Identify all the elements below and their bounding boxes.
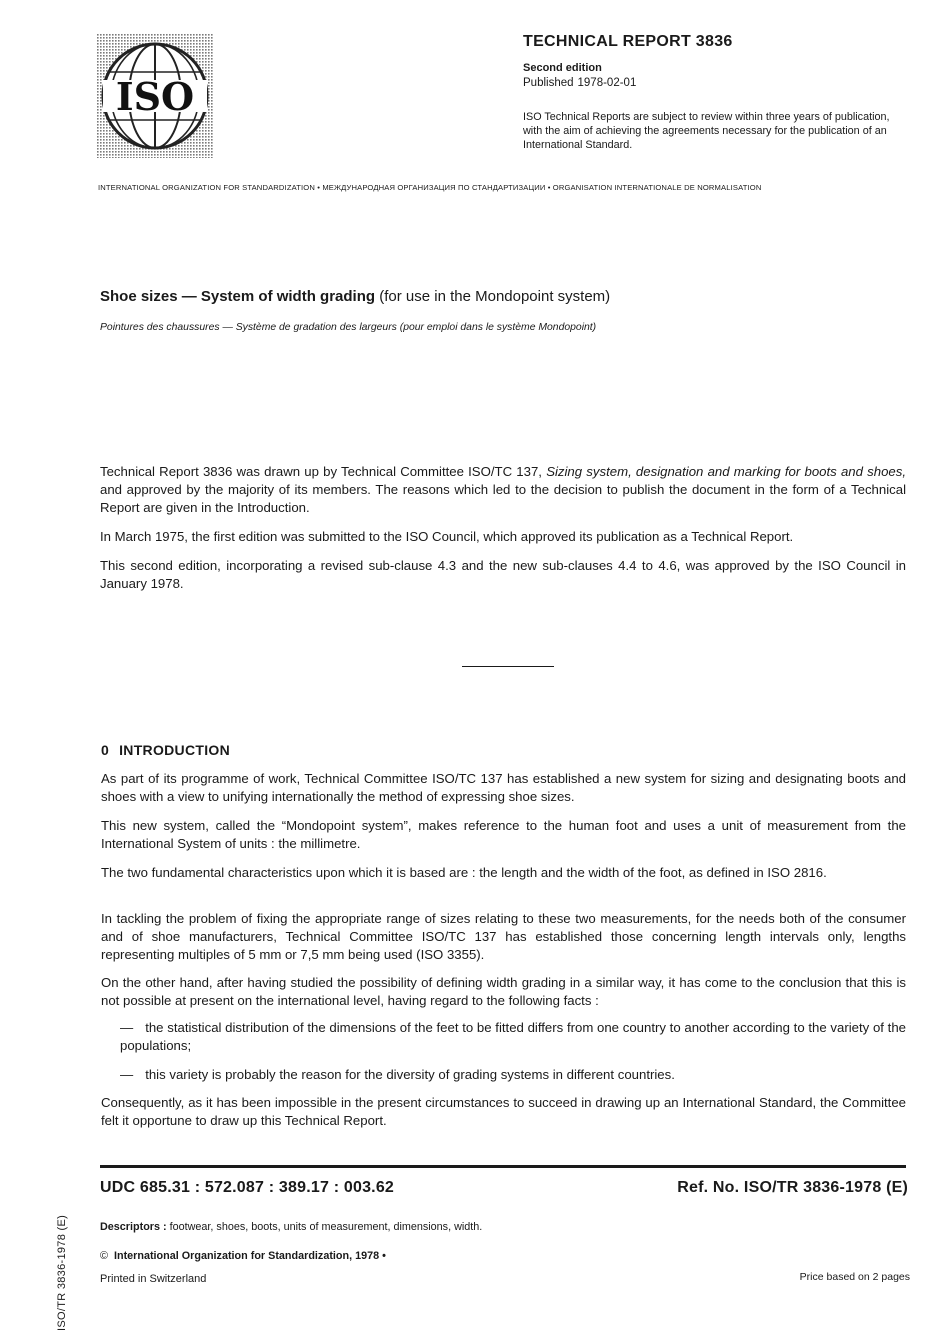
bullet-dash: — [120,1067,134,1082]
globe-logo-icon [97,34,213,158]
list-item-text: the statistical distribution of the dimensions of the feet to be fitted differs from one country to another according to the variety of the populations; [120,1020,906,1053]
introduction-paragraph-4: In tackling the problem of fixing the appropriate range of sizes relating to these two measurements, for the needs both of the consumer and of shoe manufacturers, Technical Committee ISO/TC 137 has established those concerning length intervals only, lengths representing multiples of 5 mm or 7,5 mm being used (ISO 3355). [101,911,906,962]
section-divider [462,666,554,667]
document-title-qualifier: (for use in the Mondopoint system) [379,288,611,305]
document-title [100,288,610,305]
list-item [120,1066,906,1084]
foreword-paragraph-1 [100,463,906,517]
price-note: Price based on 2 pages [799,1271,910,1283]
list-item-text: this variety is probably the reason for the diversity of grading systems in different countries. [145,1067,675,1082]
edition-label: Second edition [523,62,602,74]
footer-rule [100,1165,906,1168]
descriptors-text: footwear, shoes, boots, units of measurement, dimensions, width. [169,1221,483,1233]
report-title: TECHNICAL REPORT 3836 [523,33,733,50]
descriptors-label: Descriptors : [100,1221,167,1233]
side-reference-label: ISO/TR 3836-1978 (E) [56,1214,68,1331]
printed-location: Printed in Switzerland [100,1273,207,1285]
document-title-main: Shoe sizes — System of width grading [100,288,376,305]
published-date: 1978-02-01 [577,77,637,89]
foreword-p1-end: and approved by the majority of its members. The reasons which led to the decision to publish the document in the form of a Technical Report are given in the Introduction. [100,482,906,515]
copyright-icon: © [100,1250,108,1262]
bullet-dash: — [120,1020,134,1035]
section-heading [101,742,230,758]
review-note: ISO Technical Reports are subject to review within three years of publication, with the aim of achieving the agreements necessary for the publication of an International Standard. [523,111,890,151]
foreword-paragraph-3: This second edition, incorporating a revised sub-clause 4.3 and the new sub-clauses 4.4 to 4.6, was approved by the ISO Council in January 1978. [100,558,906,591]
organization-banner: INTERNATIONAL ORGANIZATION FOR STANDARDIZATION • МЕЖДУНАРОДНАЯ ОРГАНИЗАЦИЯ ПО СТАНДАРТИЗАЦИИ • ORGANISATION INTERNATIONALE DE NORMALISATION [98,183,762,192]
section-title: INTRODUCTION [119,742,231,758]
introduction-paragraph-6: Consequently, as it has been impossible in the present circumstances to succeed in drawing up an International Standard, the Committee felt it opportune to draw up this Technical Report. [101,1095,906,1128]
committee-title: Sizing system, designation and marking for boots and shoes, [546,464,906,479]
reference-number: Ref. No. ISO/TR 3836-1978 (E) [677,1179,908,1196]
introduction-paragraph-2: This new system, called the “Mondopoint system”, makes reference to the human foot and uses a unit of measurement from the International System of units : the millimetre. [101,818,906,851]
introduction-paragraph-3: The two fundamental characteristics upon which it is based are : the length and the width of the foot, as defined in ISO 2816. [101,865,827,880]
published-label: Published [523,77,574,89]
copyright-line [100,1250,386,1262]
list-item [120,1019,906,1055]
udc-code: UDC 685.31 : 572.087 : 389.17 : 003.62 [100,1179,395,1196]
foreword-p1-start: Technical Report 3836 was drawn up by Technical Committee ISO/TC 137, [100,464,542,479]
copyright-text: International Organization for Standardization, 1978 • [113,1250,386,1262]
iso-logo [97,34,213,158]
introduction-paragraph-5: On the other hand, after having studied the possibility of defining width grading in a similar way, it has come to the conclusion that this is not possible at present on the international level, having regard to the following facts : [101,975,906,1008]
published-line [523,77,640,89]
logo-text: ISO [115,74,195,119]
descriptors-line [100,1221,482,1233]
foreword-paragraph-2: In March 1975, the first edition was submitted to the ISO Council, which approved its publication as a Technical Report. [100,529,794,544]
section-number: 0 [101,742,110,758]
introduction-paragraph-1: As part of its programme of work, Technical Committee ISO/TC 137 has established a new system for sizing and designating boots and shoes with a view to unifying internationally the method of expressing shoe sizes. [101,771,906,804]
document-subtitle-french: Pointures des chaussures — Système de gradation des largeurs (pour emploi dans le système Mondopoint) [100,322,597,333]
